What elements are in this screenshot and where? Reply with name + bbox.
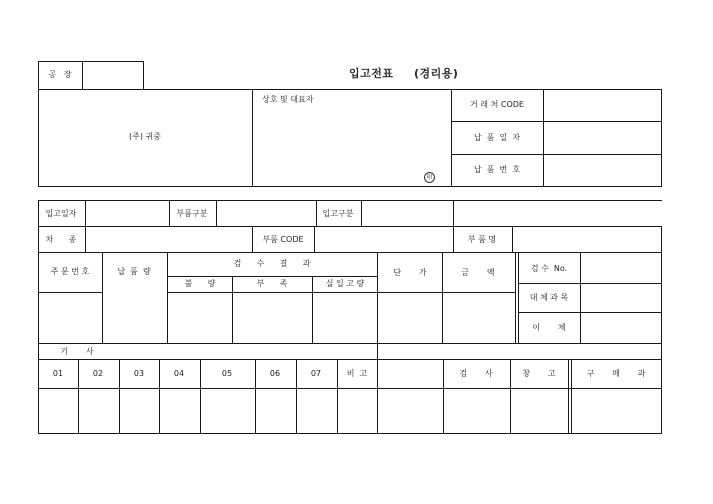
- unit-price-header: 단 가: [393, 268, 427, 277]
- form-subtitle: (경리용): [414, 67, 459, 80]
- remarks-label: 기 사: [60, 347, 94, 356]
- form-title: 입고전표: [349, 67, 394, 80]
- approval-inspection: 검 사: [459, 369, 493, 378]
- car-type-label: 차 종: [45, 235, 77, 244]
- remark-col-04: 04: [173, 369, 185, 378]
- approval-warehouse: 창 고: [522, 369, 556, 378]
- order-no-header: 주 문 번 호: [50, 267, 90, 276]
- remark-col-03: 03: [133, 369, 145, 378]
- defect-header: 불 량: [184, 279, 216, 288]
- receipt-date-label: 입고일자: [45, 209, 77, 218]
- vendor-code-label: 거 래 처 CODE: [470, 100, 524, 109]
- amount-header: 금 액: [461, 268, 495, 277]
- remark-col-07: 07: [310, 369, 322, 378]
- note-label: 비 고: [346, 369, 368, 378]
- approval-purchasing: 구 매 과: [586, 369, 646, 378]
- remark-col-01: 01: [52, 369, 64, 378]
- remark-col-06: 06: [269, 369, 281, 378]
- in-class-label: 입고구분: [322, 209, 354, 218]
- account-label: 대 체 과 목: [529, 293, 569, 302]
- remark-col-05: 05: [221, 369, 233, 378]
- actual-qty-header: 실 입 고 량: [325, 279, 365, 288]
- delivery-date-label: 납 품 일 자: [473, 133, 521, 142]
- remark-col-02: 02: [92, 369, 104, 378]
- inspection-result-header: 검 수 결 과: [233, 259, 311, 268]
- part-class-label: 부품구분: [176, 209, 208, 218]
- shortage-header: 부 족: [256, 279, 288, 288]
- delivered-qty-header: 납 품 량: [117, 267, 151, 276]
- factory-label: 공 장: [48, 70, 72, 79]
- seal-icon: 印: [424, 172, 435, 183]
- delivery-no-label: 납 품 번 호: [473, 165, 521, 174]
- company-name: (주) 귀중: [129, 132, 161, 141]
- part-code-label: 부품 CODE: [262, 235, 304, 244]
- transfer-label: 이 체: [532, 323, 566, 332]
- company-rep-label: 상호 및 대표자: [262, 95, 314, 104]
- inspection-no-label: 검 수 No.: [530, 264, 568, 273]
- part-name-label: 부 품 명: [467, 235, 497, 244]
